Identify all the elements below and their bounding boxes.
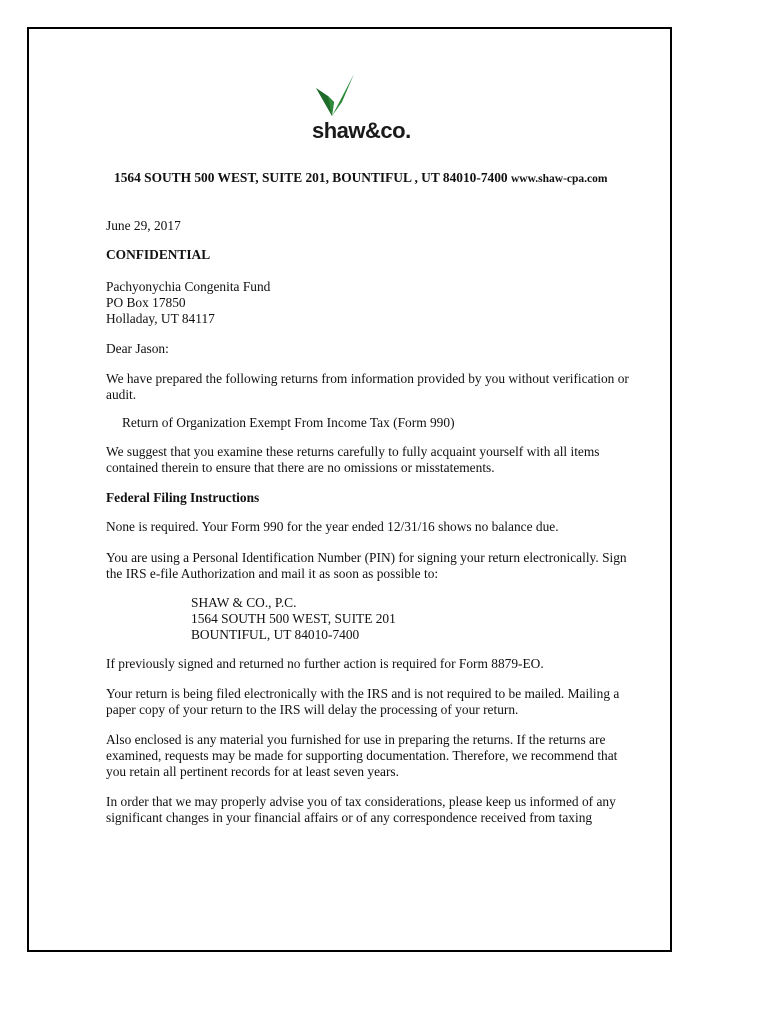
paragraph-3: None is required. Your Form 990 for the year ended 12/31/16 shows no balance due. <box>106 519 559 534</box>
paragraph-7-line-2: examined, requests may be made for supporting documentation. Therefore, we recommend that <box>106 748 618 763</box>
paragraph-2-line-1: We suggest that you examine these returns carefully to fully acquaint yourself with all items <box>106 444 600 459</box>
website-link[interactable]: www.shaw-cpa.com <box>510 173 608 185</box>
paragraph-5: If previously signed and returned no further action is required for Form 8879-EO. <box>106 656 544 671</box>
confidential-heading: CONFIDENTIAL <box>106 247 211 262</box>
paragraph-1-line-2: audit. <box>106 387 137 402</box>
paragraph-7-line-3: you retain all pertinent records for at least seven years. <box>106 764 399 779</box>
paragraph-8-line-2: significant changes in your financial affairs or of any correspondence received from taxing <box>106 810 593 825</box>
letter-date: June 29, 2017 <box>106 218 181 233</box>
address-text: 1564 SOUTH 500 WEST, SUITE 201, BOUNTIFUL , UT 84010-7400 <box>114 170 508 185</box>
paragraph-4-line-1: You are using a Personal Identification Number (PIN) for signing your return electronically. Sign <box>106 550 627 565</box>
letterhead-address <box>114 170 607 186</box>
mail-address-line-1: SHAW & CO., P.C. <box>191 595 297 610</box>
recipient-po-box: PO Box 17850 <box>106 295 186 310</box>
paragraph-6-line-1: Your return is being filed electronically with the IRS and is not required to be mailed. Mailing a <box>106 686 620 701</box>
recipient-city: Holladay, UT 84117 <box>106 311 215 326</box>
paragraph-7-line-1: Also enclosed is any material you furnished for use in preparing the returns. If the returns are <box>106 732 606 747</box>
paragraph-6-line-2: paper copy of your return to the IRS will delay the processing of your return. <box>106 702 519 717</box>
paragraph-4-line-2: the IRS e-file Authorization and mail it as soon as possible to: <box>106 566 439 581</box>
company-logo <box>312 72 442 152</box>
return-item: Return of Organization Exempt From Income Tax (Form 990) <box>122 415 455 430</box>
paragraph-8-line-1: In order that we may properly advise you of tax considerations, please keep us informed of any <box>106 794 616 809</box>
mail-address-line-2: 1564 SOUTH 500 WEST, SUITE 201 <box>191 611 396 626</box>
mail-address-line-3: BOUNTIFUL, UT 84010-7400 <box>191 627 360 642</box>
paragraph-2-line-2: contained therein to ensure that there are no omissions or misstatements. <box>106 460 495 475</box>
salutation: Dear Jason: <box>106 341 169 356</box>
checkmark-logo-icon <box>312 72 360 120</box>
logo-wordmark: shaw&co. <box>312 118 411 143</box>
federal-filing-heading: Federal Filing Instructions <box>106 490 260 505</box>
recipient-name: Pachyonychia Congenita Fund <box>106 279 271 294</box>
paragraph-1-line-1: We have prepared the following returns from information provided by you without verification or <box>106 371 629 386</box>
